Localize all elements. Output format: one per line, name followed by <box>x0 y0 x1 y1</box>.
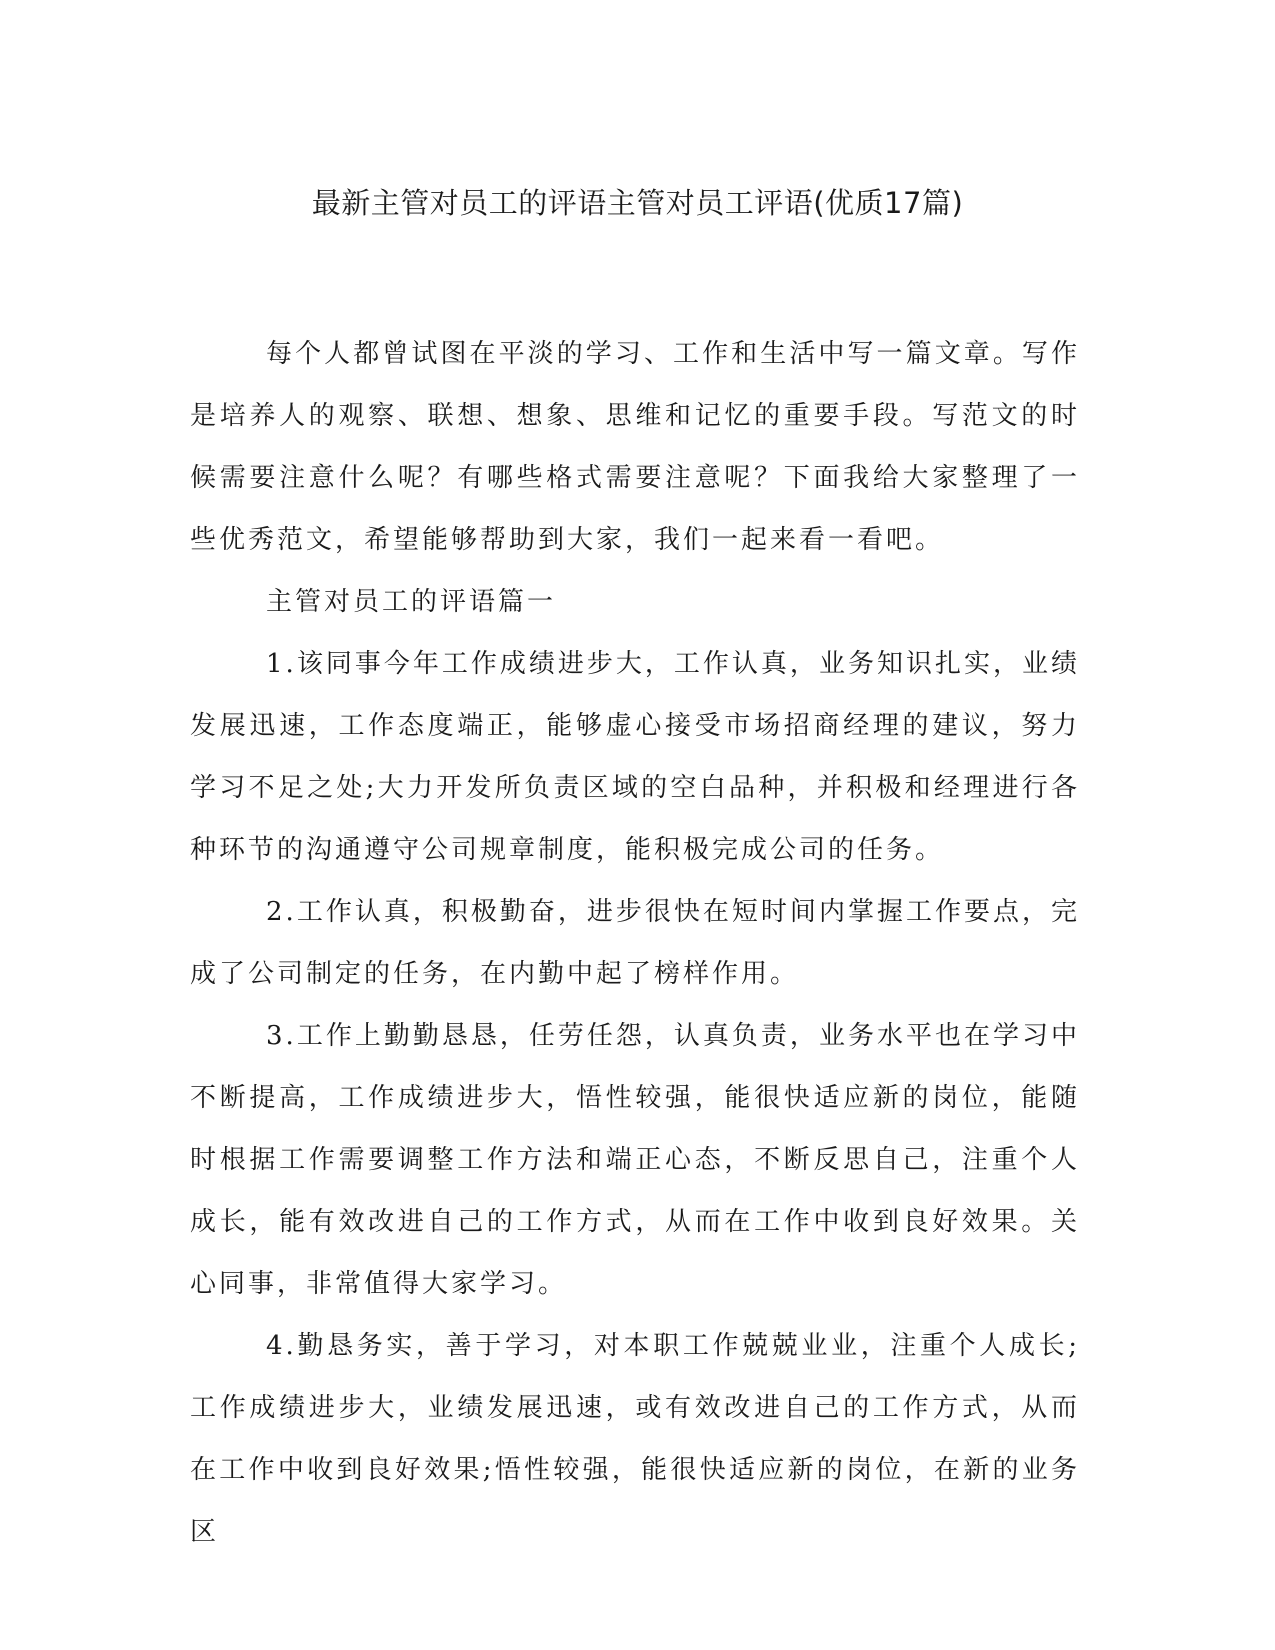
document-title: 最新主管对员工的评语主管对员工评语(优质17篇) <box>311 186 964 220</box>
section-heading: 主管对员工的评语篇一 <box>266 587 557 617</box>
comment-paragraph-4: 4.勤恳务实，善于学习，对本职工作兢兢业业，注重个人成长;工作成绩进步大，业绩发展迅速，或有效改进自己的工作方式，从而在工作中收到良好效果;悟性较强，能很快适应新的岗位，在新的业务区 <box>190 1331 1080 1547</box>
intro-paragraph: 每个人都曾试图在平淡的学习、工作和生活中写一篇文章。写作是培养人的观察、联想、想象、思维和记忆的重要手段。写范文的时候需要注意什么呢？有哪些格式需要注意呢？下面我给大家整理了一些优秀范文，希望能够帮助到大家，我们一起来看一看吧。 <box>190 339 1080 555</box>
document-body <box>190 323 1080 1563</box>
comment-paragraph-1: 1.该同事今年工作成绩进步大，工作认真，业务知识扎实，业绩发展迅速，工作态度端正，能够虚心接受市场招商经理的建议，努力学习不足之处;大力开发所负责区域的空白品种，并积极和经理进行各种环节的沟通遵守公司规章制度，能积极完成公司的任务。 <box>190 649 1080 865</box>
comment-paragraph-2: 2.工作认真，积极勤奋，进步很快在短时间内掌握工作要点，完成了公司制定的任务，在内勤中起了榜样作用。 <box>190 897 1080 989</box>
comment-paragraph-3: 3.工作上勤勤恳恳，任劳任怨，认真负责，业务水平也在学习中不断提高，工作成绩进步大，悟性较强，能很快适应新的岗位，能随时根据工作需要调整工作方法和端正心态，不断反思自己，注重个人成长，能有效改进自己的工作方式，从而在工作中收到良好效果。关心同事，非常值得大家学习。 <box>190 1021 1080 1299</box>
